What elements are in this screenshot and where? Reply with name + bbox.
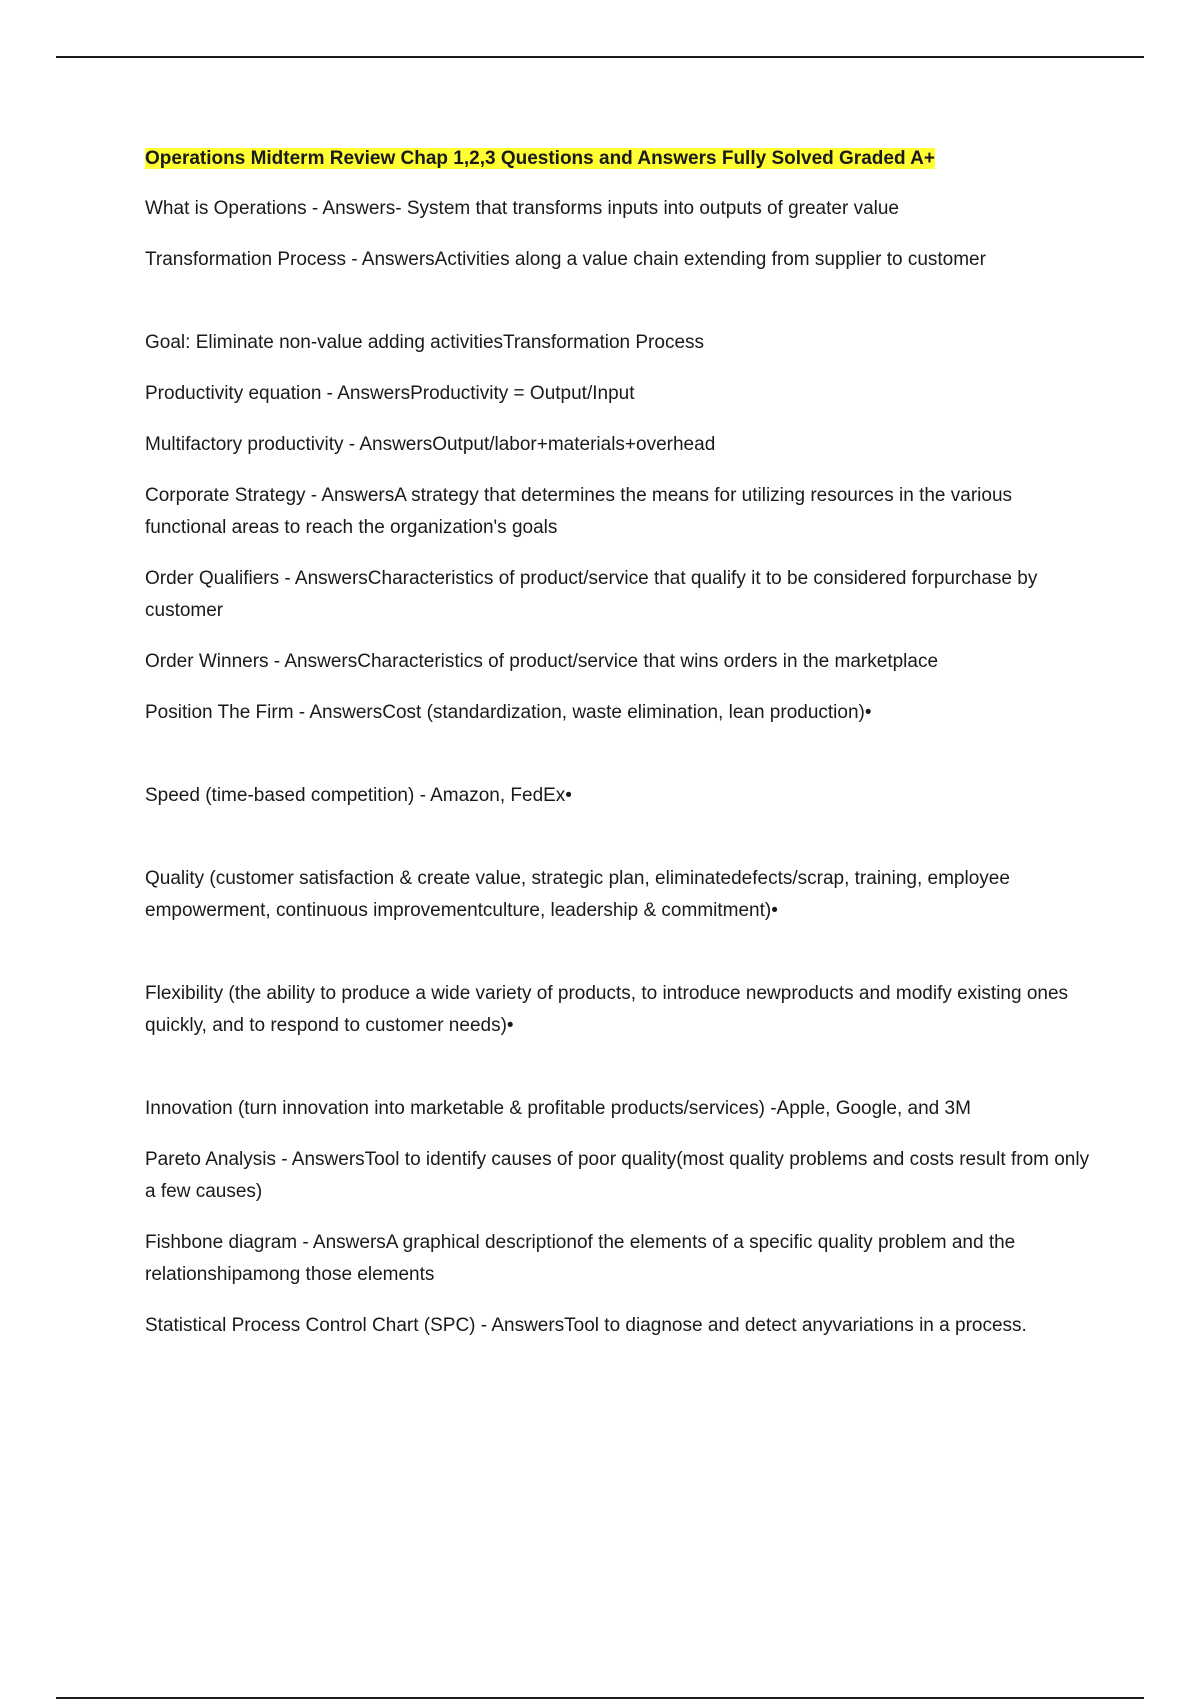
- paragraph: Position The Firm - AnswersCost (standardization, waste elimination, lean production)•: [145, 702, 872, 723]
- paragraph: Quality (customer satisfaction & create value, strategic plan, eliminatedefects/scrap, training, employee empowerment, continuous improvementculture, leadership & commitment)•: [145, 868, 1010, 921]
- paragraph: Pareto Analysis - AnswersTool to identify causes of poor quality(most quality problems and costs result from only a few causes): [145, 1149, 1090, 1202]
- paragraph: Productivity equation - AnswersProductivity = Output/Input: [145, 383, 635, 404]
- title-line: [145, 144, 1090, 174]
- paragraph: Transformation Process - AnswersActivities along a value chain extending from supplier to customer: [145, 249, 986, 270]
- paragraph: Corporate Strategy - AnswersA strategy that determines the means for utilizing resources in the various functional areas to reach the organization's goals: [145, 485, 1013, 538]
- paragraph: Goal: Eliminate non-value adding activitiesTransformation Process: [145, 332, 705, 353]
- document-body: [145, 144, 1090, 1361]
- paragraph: Fishbone diagram - AnswersA graphical descriptionof the elements of a specific quality problem and the relationshipamong those elements: [145, 1232, 1016, 1285]
- paragraph: Order Winners - AnswersCharacteristics of product/service that wins orders in the marketplace: [145, 651, 939, 672]
- document-title: Operations Midterm Review Chap 1,2,3 Questions and Answers Fully Solved Graded A+: [145, 148, 935, 169]
- paragraph: What is Operations - Answers- System that transforms inputs into outputs of greater value: [145, 198, 899, 219]
- paragraph: Statistical Process Control Chart (SPC) - AnswersTool to diagnose and detect anyvariations in a process.: [145, 1315, 1027, 1336]
- paragraph: Multifactory productivity - AnswersOutput/labor+materials+overhead: [145, 434, 716, 455]
- top-rule: [56, 56, 1144, 58]
- paragraph: Innovation (turn innovation into marketable & profitable products/services) -Apple, Google, and 3M: [145, 1098, 971, 1119]
- paragraph: Flexibility (the ability to produce a wide variety of products, to introduce newproducts and modify existing ones quickly, and to respond to customer needs)•: [145, 983, 1069, 1036]
- paragraph: Order Qualifiers - AnswersCharacteristics of product/service that qualify it to be considered forpurchase by customer: [145, 568, 1038, 621]
- bottom-rule: [56, 1697, 1144, 1699]
- paragraph: Speed (time-based competition) - Amazon, FedEx•: [145, 785, 572, 806]
